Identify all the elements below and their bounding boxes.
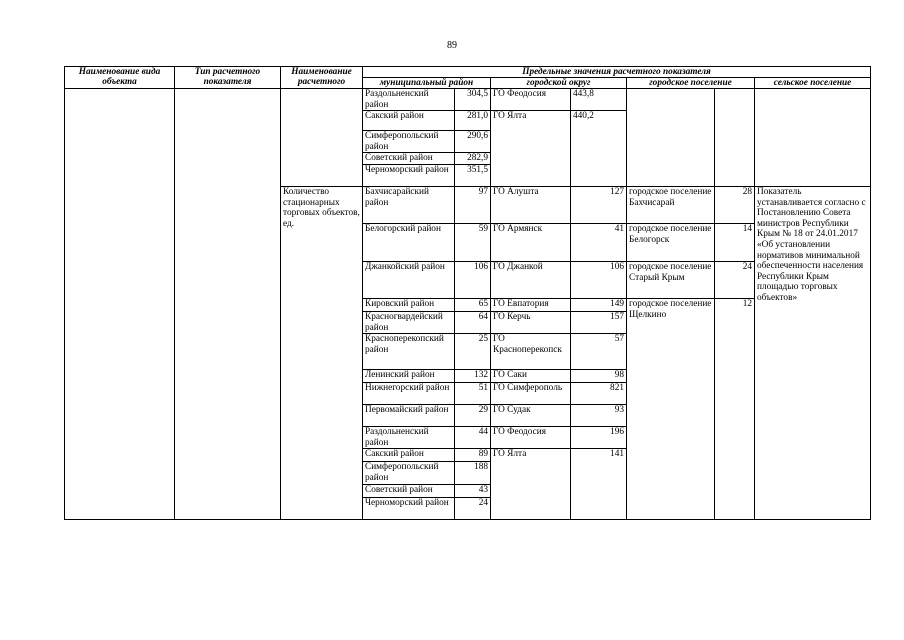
city-value: 98 bbox=[571, 370, 627, 383]
limits-table bbox=[64, 66, 871, 520]
city-value: 141 bbox=[571, 449, 627, 519]
urban-settlement-value: 14 bbox=[715, 223, 755, 261]
header-city-district: городской округ bbox=[491, 78, 627, 89]
district-name: Нижнегорский район bbox=[363, 383, 455, 405]
district-name: Черноморский район bbox=[363, 497, 455, 519]
district-name: Советский район bbox=[363, 484, 455, 497]
district-value: 290,6 bbox=[455, 131, 491, 153]
city-name: ГО Армянск bbox=[491, 223, 571, 261]
urban-value-blank bbox=[715, 89, 755, 187]
district-value: 282,9 bbox=[455, 153, 491, 165]
district-value: 51 bbox=[455, 383, 491, 405]
urban-settlement-blank bbox=[627, 89, 715, 187]
district-value: 65 bbox=[455, 298, 491, 311]
header-indicator-type: Тип расчетного показателя bbox=[175, 67, 281, 89]
urban-settlement-value: 24 bbox=[715, 261, 755, 298]
city-value: 57 bbox=[571, 334, 627, 370]
rural-settlement-blank bbox=[755, 89, 871, 187]
urban-settlement-name: городское поселение Старый Крым bbox=[627, 261, 715, 298]
city-name: ГО Ялта bbox=[491, 449, 571, 519]
indicator-name-cell-2: Количество стационарных торговых объектов, ед. bbox=[281, 186, 363, 519]
city-value: 127 bbox=[571, 186, 627, 223]
page-number: 89 bbox=[447, 40, 457, 51]
district-name: Черноморский район bbox=[363, 164, 455, 186]
rural-settlement-note: Показатель устанавливается согласно с Постановлению Совета министров Республики Крым № 18 от 24.01.2017 «Об установлении нормативов минимальной обеспеченности населения Республики Крым площадью торговых объектов» bbox=[755, 186, 871, 519]
city-name: ГО Феодосия bbox=[491, 427, 571, 449]
city-name: ГО Алушта bbox=[491, 186, 571, 223]
header-indicator-name: Наименование расчетного bbox=[281, 67, 363, 89]
city-value: 440,2 bbox=[571, 111, 627, 187]
district-value: 59 bbox=[455, 223, 491, 261]
city-value: 821 bbox=[571, 383, 627, 405]
district-name: Бахчисарайский район bbox=[363, 186, 455, 223]
city-value: 443,8 bbox=[571, 89, 627, 111]
header-urban-settlement: городское поселение bbox=[627, 78, 755, 89]
district-value: 132 bbox=[455, 370, 491, 383]
district-value: 43 bbox=[455, 484, 491, 497]
district-name: Симферопольский район bbox=[363, 462, 455, 484]
header-object: Наименование вида объекта bbox=[65, 67, 175, 89]
district-value: 188 bbox=[455, 462, 491, 484]
urban-settlement-name: городское поселение Бахчисарай bbox=[627, 186, 715, 223]
indicator-name-cell-1 bbox=[281, 89, 363, 187]
city-value: 93 bbox=[571, 405, 627, 427]
district-value: 89 bbox=[455, 449, 491, 462]
city-name: ГО Симферополь bbox=[491, 383, 571, 405]
district-name: Ленинский район bbox=[363, 370, 455, 383]
district-name: Кировский район bbox=[363, 298, 455, 311]
object-cell bbox=[65, 89, 175, 520]
city-value: 157 bbox=[571, 311, 627, 333]
district-value: 25 bbox=[455, 334, 491, 370]
urban-settlement-value: 12 bbox=[715, 298, 755, 519]
city-name: ГО Керчь bbox=[491, 311, 571, 333]
header-municipal: муниципальный район bbox=[363, 78, 491, 89]
district-value: 24 bbox=[455, 497, 491, 519]
district-name: Джанкойский район bbox=[363, 261, 455, 298]
district-name: Раздольненский район bbox=[363, 89, 455, 111]
district-value: 106 bbox=[455, 261, 491, 298]
city-name: ГО Евпатория bbox=[491, 298, 571, 311]
district-name: Первомайский район bbox=[363, 405, 455, 427]
city-value: 196 bbox=[571, 427, 627, 449]
district-name: Красногвардейский район bbox=[363, 311, 455, 333]
district-name: Белогорский район bbox=[363, 223, 455, 261]
city-name: ГО Судак bbox=[491, 405, 571, 427]
district-name: Симферопольский район bbox=[363, 131, 455, 153]
header-rural-settlement: сельское поселение bbox=[755, 78, 871, 89]
city-value: 149 bbox=[571, 298, 627, 311]
header-limits: Предельные значения расчетного показателя bbox=[363, 67, 871, 78]
city-name: ГО Саки bbox=[491, 370, 571, 383]
city-name: ГО Джанкой bbox=[491, 261, 571, 298]
district-value: 29 bbox=[455, 405, 491, 427]
urban-settlement-name: городское поселение Белогорск bbox=[627, 223, 715, 261]
city-value: 41 bbox=[571, 223, 627, 261]
city-name: ГО Красноперекопск bbox=[491, 334, 571, 370]
urban-settlement-value: 28 bbox=[715, 186, 755, 223]
district-name: Сакский район bbox=[363, 111, 455, 131]
district-value: 44 bbox=[455, 427, 491, 449]
district-name: Советский район bbox=[363, 153, 455, 165]
district-name: Раздольненский район bbox=[363, 427, 455, 449]
district-value: 64 bbox=[455, 311, 491, 333]
district-value: 281,0 bbox=[455, 111, 491, 131]
district-name: Сакский район bbox=[363, 449, 455, 462]
district-value: 351,5 bbox=[455, 164, 491, 186]
city-name: ГО Феодосия bbox=[491, 89, 571, 111]
indicator-type-cell bbox=[175, 89, 281, 520]
district-value: 304,5 bbox=[455, 89, 491, 111]
district-name: Красноперекопский район bbox=[363, 334, 455, 370]
city-name: ГО Ялта bbox=[491, 111, 571, 187]
urban-settlement-name: городское поселение Щелкино bbox=[627, 298, 715, 519]
city-value: 106 bbox=[571, 261, 627, 298]
district-value: 97 bbox=[455, 186, 491, 223]
